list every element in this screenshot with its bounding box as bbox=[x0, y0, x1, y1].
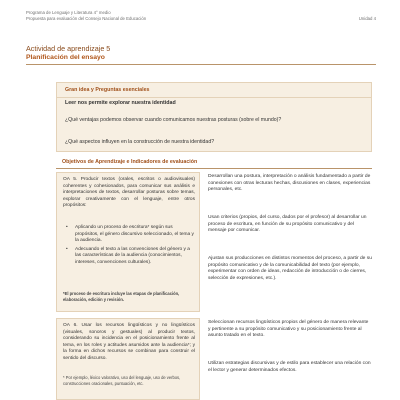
bullet-icon: • bbox=[66, 225, 68, 230]
objectives-heading: Objetivos de Aprendizaje e Indicadores de evaluación bbox=[62, 159, 198, 165]
oa6-note: * Por ejemplo, léxico valorativo, uso del lenguaje, uso de verbos, construcciones oracionales, puntuación, etc. bbox=[63, 375, 181, 386]
indicator-item: Desarrollan una postura, interpretación o análisis fundamentado a partir de conexiones con otras lecturas hechas, discusiones en clases, experiencias personales, etc. bbox=[208, 174, 371, 193]
oa6-box bbox=[56, 318, 200, 400]
indicator-item: Ajustan sus producciones en distintos momentos del proceso, a partir de su propósito comunicativo y de la comunicabilidad del texto (por ejemplo, experimentar con orden de ideas, redacción de introducción o de cierres, selección de expresiones, etc.). bbox=[208, 256, 372, 282]
oa6-text: OA 6. Usar los recursos lingüísticos y no lingüísticos (visuales, sonoros y gestuales) al producir textos, considerando su incidencia en el posicionamiento frente al tema, en los roles y actitudes asumidos ante la audiencia*; y la forma en dichos recursos se combinan para construir el sentido del discurso. bbox=[63, 323, 195, 361]
big-idea-heading: Gran idea y Preguntas esenciales bbox=[65, 87, 150, 93]
indicator-item: Utilizan estrategias discursivas y de estilo para establecer una relación con el lector y generar determinados efectos. bbox=[208, 361, 371, 373]
essential-question: ¿Qué aspectos influyen en la construcción de nuestra identidad? bbox=[65, 139, 215, 145]
indicator-item: Usan criterios (propios, del curso, dados por el profesor) al desarrollar un proceso de escritura, en función de su propósito comunicativo y del mensaje por comunicar. bbox=[208, 215, 367, 234]
list-item bbox=[63, 247, 195, 267]
oa5-note: *El proceso de escritura incluye las etapas de planificación, elaboración, edición y revisión. bbox=[63, 291, 180, 302]
big-idea-divider bbox=[57, 97, 371, 98]
indicator-item: Seleccionan recursos lingüísticos propios del género de manera relevante y pertinente a su propósito comunicativo y su posicionamiento frente al asunto tratado en el texto. bbox=[208, 320, 369, 339]
oa5-text: OA 5. Producir textos (orales, escritos o audiovisuales) coherentes y cohesionados, para comunicar sus análisis e interpretaciones de textos, desarrollar posturas sobre temas, explorar creativamente con el lenguaje, entre otros propósitos: bbox=[63, 177, 195, 209]
oa5-bullet-text: Aplicando un proceso de escritura* según sus propósitos, el género discursivo seleccionado, el tema y la audiencia. bbox=[75, 225, 194, 244]
activity-subtitle: Planificación del ensayo bbox=[26, 54, 105, 61]
oa5-box bbox=[56, 172, 200, 312]
activity-title: Actividad de aprendizaje 5 bbox=[26, 44, 111, 53]
objectives-rule bbox=[56, 168, 372, 169]
big-idea-statement: Leer nos permite explorar nuestra identidad bbox=[65, 100, 176, 106]
list-item bbox=[63, 225, 195, 245]
oa5-bullet-text: Adecuando el texto a las convenciones del género y a las características de la audiencia (conocimientos, intereses, convenciones culturales). bbox=[75, 246, 190, 265]
page-header bbox=[26, 10, 376, 22]
big-idea-box bbox=[56, 82, 372, 152]
subtitle-rule bbox=[26, 64, 376, 65]
unit-label: Unidad 4 bbox=[358, 16, 376, 21]
oa5-bullet-list bbox=[63, 225, 195, 269]
bullet-icon: • bbox=[66, 246, 68, 252]
project-line: Propuesta para evaluación del Consejo Nacional de Educación bbox=[26, 16, 147, 21]
essential-question: ¿Qué ventajas podemos observar cuando comunicamos nuestras posturas (sobre el mundo)? bbox=[65, 117, 282, 123]
program-line: Programa de Lenguaje y Literatura 4° medio bbox=[26, 10, 111, 15]
